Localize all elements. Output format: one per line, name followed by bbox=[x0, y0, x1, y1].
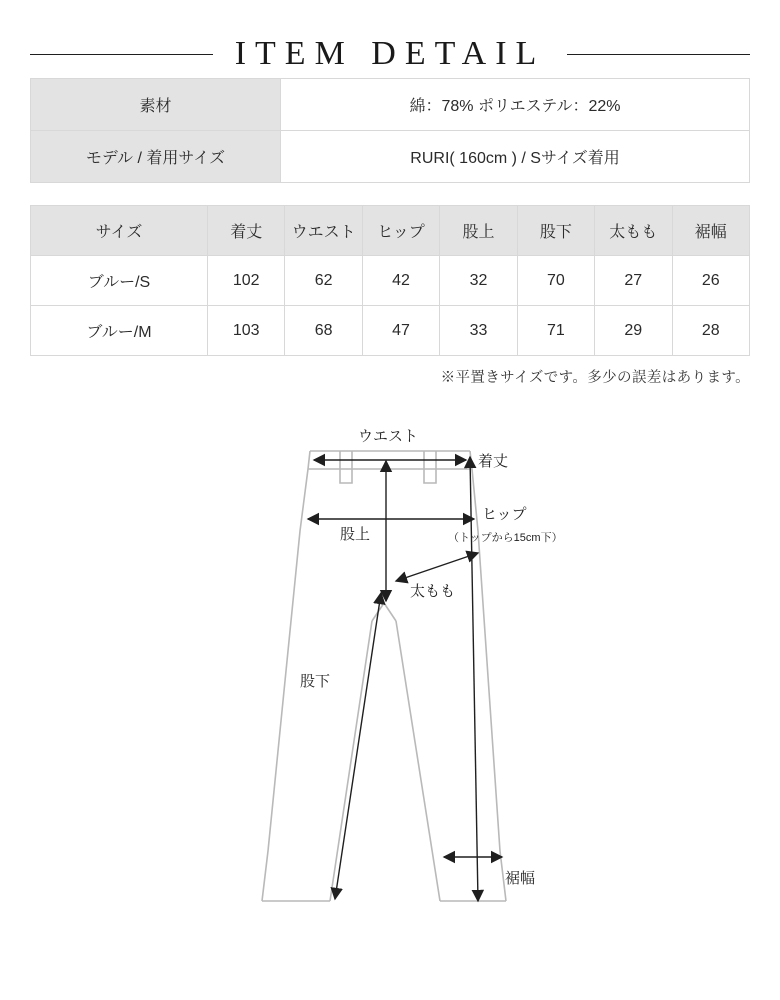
info-table bbox=[30, 78, 750, 183]
size-table-wrap bbox=[0, 205, 780, 356]
size-header-inseam: 股下 bbox=[517, 206, 594, 256]
size-cell-hip: 42 bbox=[362, 256, 439, 306]
size-cell-name: ブルー/S bbox=[31, 256, 208, 306]
table-row bbox=[31, 306, 750, 356]
info-label-model: モデル / 着用サイズ bbox=[31, 131, 281, 183]
table-row bbox=[31, 79, 750, 131]
size-cell-rise: 32 bbox=[440, 256, 517, 306]
table-header-row bbox=[31, 206, 750, 256]
size-header-hip: ヒップ bbox=[362, 206, 439, 256]
size-cell-waist: 68 bbox=[285, 306, 362, 356]
size-cell-waist: 62 bbox=[285, 256, 362, 306]
header-rule-right bbox=[567, 54, 750, 55]
size-cell-rise: 33 bbox=[440, 306, 517, 356]
size-cell-thigh: 27 bbox=[595, 256, 672, 306]
size-cell-thigh: 29 bbox=[595, 306, 672, 356]
size-cell-hem: 26 bbox=[672, 256, 749, 306]
size-header-waist: ウエスト bbox=[285, 206, 362, 256]
size-header-rise: 股上 bbox=[440, 206, 517, 256]
info-label-material: 素材 bbox=[31, 79, 281, 131]
size-cell-hem: 28 bbox=[672, 306, 749, 356]
measurement-note: ※平置きサイズです。多少の誤差はあります。 bbox=[440, 370, 750, 386]
page-header bbox=[0, 0, 780, 78]
diagram-label-waist: ウエスト bbox=[358, 428, 419, 445]
size-table bbox=[30, 205, 750, 356]
diagram-label-hem: 裾幅 bbox=[505, 870, 536, 887]
info-value-material: 綿：78% ポリエステル：22% bbox=[281, 79, 750, 131]
size-cell-length: 103 bbox=[207, 306, 284, 356]
info-value-model: RURI( 160cm ) / Sサイズ着用 bbox=[281, 131, 750, 183]
diagram-label-rise: 股上 bbox=[340, 526, 371, 543]
diagram-label-hip-sub: （トップから15cm下） bbox=[448, 532, 563, 544]
table-row bbox=[31, 131, 750, 183]
table-row bbox=[31, 256, 750, 306]
size-cell-length: 102 bbox=[207, 256, 284, 306]
size-cell-inseam: 70 bbox=[517, 256, 594, 306]
diagram-label-thigh: 太もも bbox=[410, 583, 456, 600]
size-cell-hip: 47 bbox=[362, 306, 439, 356]
size-header-length: 着丈 bbox=[207, 206, 284, 256]
size-header-thigh: 太もも bbox=[595, 206, 672, 256]
diagram-label-length: 着丈 bbox=[478, 453, 509, 470]
header-rule-left bbox=[30, 54, 213, 55]
page-title: ITEM DETAIL bbox=[234, 35, 546, 72]
diagram-label-hip: ヒップ bbox=[482, 506, 527, 523]
size-cell-name: ブルー/M bbox=[31, 306, 208, 356]
info-table-wrap bbox=[0, 78, 780, 183]
measurement-diagram bbox=[0, 421, 780, 941]
size-cell-inseam: 71 bbox=[517, 306, 594, 356]
diagram-label-inseam: 股下 bbox=[300, 673, 331, 690]
size-header-hem: 裾幅 bbox=[672, 206, 749, 256]
size-header-size: サイズ bbox=[31, 206, 208, 256]
